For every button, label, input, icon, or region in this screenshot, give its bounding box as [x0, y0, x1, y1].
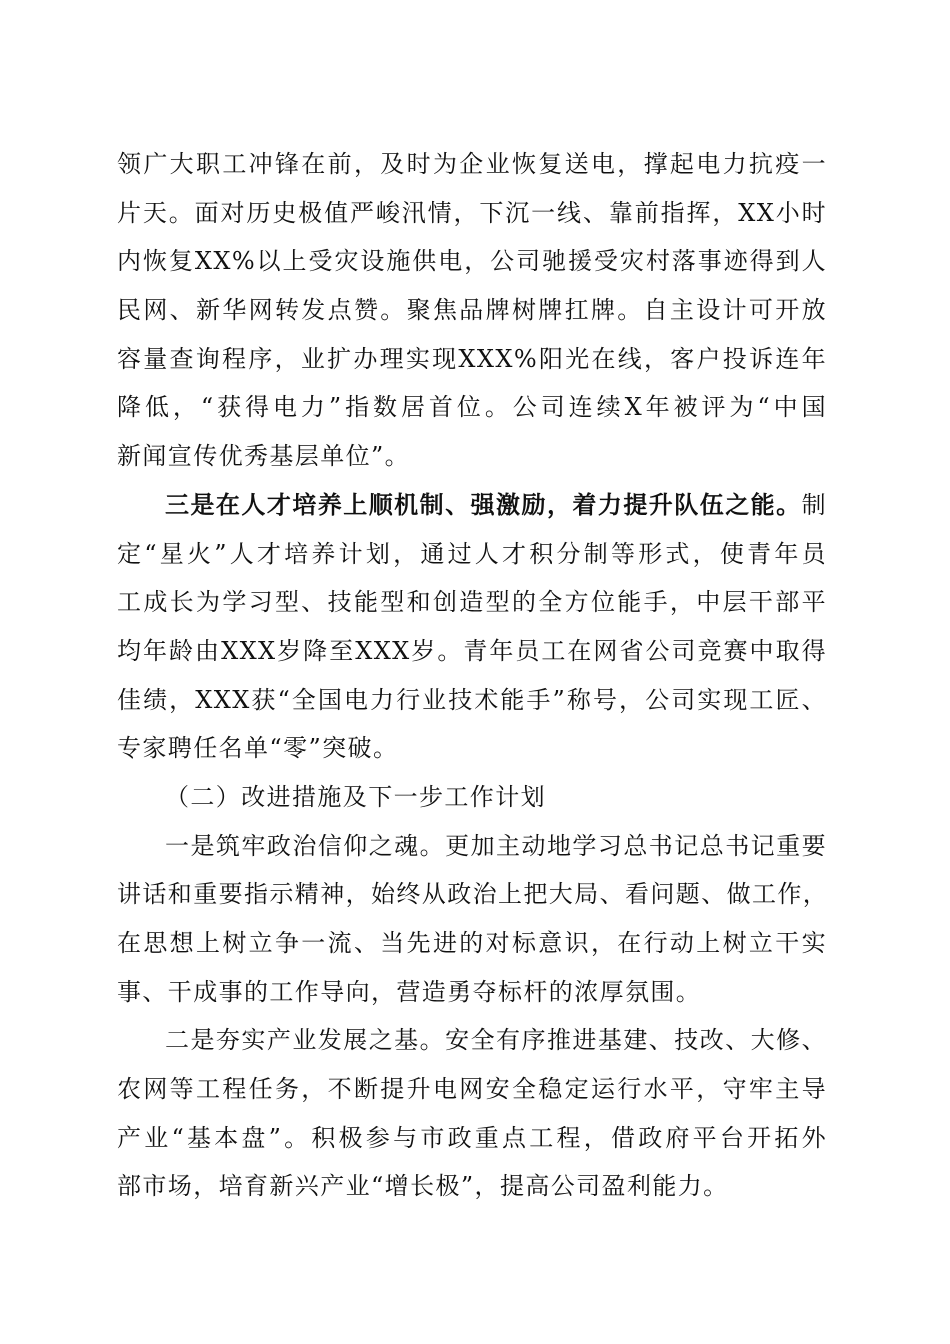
- text-line: 事、干成事的工作导向，营造勇夺标杆的浓厚氛围。: [117, 977, 702, 1006]
- paragraph-continuation: [117, 140, 827, 481]
- text-line: 工成长为学习型、技能型和创造型的全方位能手，中层干部平: [117, 588, 827, 617]
- text-line: [117, 481, 827, 530]
- section-heading: [117, 773, 827, 822]
- paragraph-political: [117, 822, 827, 1017]
- text-line: 领广大职工冲锋在前，及时为企业恢复送电，撑起电力抗疫一: [117, 150, 827, 178]
- text-line: 片天。面对历史极值严峻汛情，下沉一线、靠前指挥，XX小时: [117, 198, 827, 227]
- text-line: 二是夯实产业发展之基。安全有序推进基建、技改、大修、: [165, 1026, 827, 1055]
- text-line: 在思想上树立争一流、当先进的对标意识，在行动上树立干实: [117, 929, 827, 957]
- text-line: 均年龄由XXX岁降至XXX岁。青年员工在网省公司竞赛中取得: [117, 636, 827, 665]
- text-line: 新闻宣传优秀基层单位”。: [117, 442, 411, 471]
- text-line: 农网等工程任务，不断提升电网安全稳定运行水平，守牢主导: [117, 1075, 827, 1104]
- text-line: 容量查询程序，业扩办理实现XXX%阳光在线，客户投诉连年: [117, 344, 827, 373]
- text-fragment: 制: [801, 490, 827, 519]
- paragraph-lead: 三是在人才培养上顺机制、强激励，着力提升队伍之能。: [165, 489, 802, 519]
- text-line: 讲话和重要指示精神，始终从政治上把大局、看问题、做工作，: [117, 880, 829, 909]
- text-line: 民网、新华网转发点赞。聚焦品牌树牌扛牌。自主设计可开放: [117, 296, 827, 325]
- paragraph-industry: [117, 1016, 827, 1211]
- text-line: 专家聘任名单“零”突破。: [117, 734, 399, 763]
- text-line: 一是筑牢政治信仰之魂。更加主动地学习总书记总书记重要: [165, 831, 827, 860]
- text-line: 定“星火”人才培养计划，通过人才积分制等形式，使青年员: [117, 539, 827, 568]
- document-body: [117, 140, 827, 1211]
- heading-text: （二）改进措施及下一步工作计划: [165, 782, 546, 811]
- text-line: 产业“基本盘”。积极参与市政重点工程，借政府平台开拓外: [117, 1123, 827, 1152]
- text-line: 内恢复XX%以上受灾设施供电，公司驰援受灾村落事迹得到人: [117, 247, 827, 276]
- text-line: 降低，“获得电力”指数居首位。公司连续X年被评为“中国: [117, 393, 827, 422]
- paragraph-talent: [117, 481, 827, 773]
- text-line: 佳绩，XXX获“全国电力行业技术能手”称号，公司实现工匠、: [117, 685, 827, 714]
- text-line: 部市场，培育新兴产业“增长极”，提高公司盈利能力。: [117, 1172, 729, 1201]
